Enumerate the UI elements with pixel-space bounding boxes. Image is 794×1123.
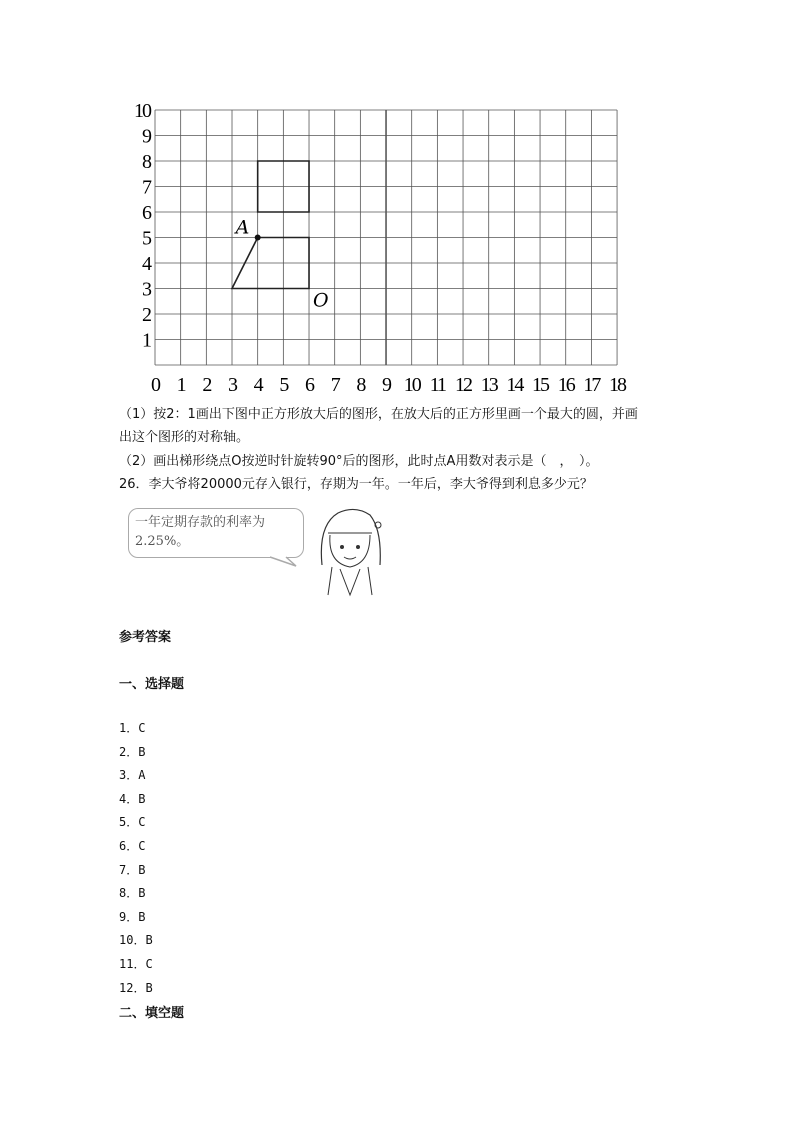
- answer-item: 12．B: [119, 980, 153, 995]
- y-tick-label: 10: [134, 100, 150, 122]
- y-tick-label: 5: [142, 227, 150, 250]
- bubble-line2: 2.25%。: [135, 534, 190, 549]
- x-tick-label: 9: [382, 374, 391, 396]
- x-tick-label: 18: [609, 374, 626, 396]
- x-tick-label: 10: [403, 374, 420, 396]
- y-tick-label: 8: [142, 151, 150, 173]
- x-tick-label: 12: [455, 374, 472, 396]
- x-tick-label: 7: [330, 374, 339, 396]
- question-25-part1-line1: （1）按2：1画出下图中正方形放大后的图形，在放大后的正方形里画一个最大的圆，并画: [119, 407, 638, 422]
- x-tick-label: 14: [506, 374, 523, 396]
- answer-item: 5．C: [119, 815, 146, 830]
- answer-item: 9．B: [119, 909, 146, 924]
- coordinate-grid: [110, 95, 640, 400]
- x-tick-label: 16: [557, 374, 574, 396]
- x-tick-label: 17: [583, 374, 600, 396]
- question-25-part2: （2）画出梯形绕点O按逆时针旋转90°后的图形，此时点A用数对表示是（ ， ）。: [119, 454, 599, 469]
- y-tick-label: 3: [142, 278, 150, 301]
- y-tick-label: 9: [142, 125, 150, 148]
- answer-item: 8．B: [119, 886, 146, 901]
- x-tick-label: 15: [532, 374, 549, 396]
- y-tick-label: 4: [142, 253, 150, 275]
- answers-title: 参考答案: [119, 630, 172, 645]
- bubble-line1: 一年定期存款的利率为: [135, 515, 266, 530]
- y-tick-label: 1: [142, 329, 150, 352]
- answer-item: 7．B: [119, 862, 146, 877]
- x-tick-label: 2: [202, 374, 211, 396]
- label-a: A: [235, 216, 250, 239]
- answer-item: 6．C: [119, 839, 146, 853]
- question-25-part1-line2: 出这个图形的对称轴。: [119, 430, 250, 445]
- point-a: [255, 235, 261, 241]
- x-tick-label: 6: [305, 374, 314, 396]
- answer-item: 3．A: [119, 768, 146, 783]
- x-tick-label: 1: [176, 374, 185, 396]
- label-o: O: [313, 289, 329, 312]
- x-tick-label: 5: [279, 374, 288, 396]
- x-tick-label: 11: [429, 374, 446, 396]
- x-tick-label: 13: [480, 374, 497, 396]
- answer-item: 11．C: [119, 957, 153, 971]
- x-tick-label: 0: [151, 374, 159, 396]
- question-26: 26．李大爷将20000元存入银行，存期为一年。一年后，李大爷得到利息多少元？: [119, 477, 593, 492]
- girl-illustration-icon: [310, 505, 390, 597]
- section-choice-heading: 一、选择题: [119, 677, 185, 692]
- answer-item: 1．C: [119, 721, 146, 735]
- x-tick-label: 8: [356, 374, 365, 396]
- x-tick-label: 4: [253, 374, 262, 396]
- x-tick-label: 3: [228, 374, 237, 396]
- section-fill-heading: 二、填空题: [119, 1006, 185, 1021]
- answer-item: 2．B: [119, 744, 146, 759]
- y-tick-label: 7: [142, 176, 150, 199]
- y-tick-label: 2: [142, 304, 150, 326]
- y-tick-label: 6: [142, 202, 150, 224]
- answer-item: 4．B: [119, 791, 146, 806]
- answer-item: 10．B: [119, 933, 153, 948]
